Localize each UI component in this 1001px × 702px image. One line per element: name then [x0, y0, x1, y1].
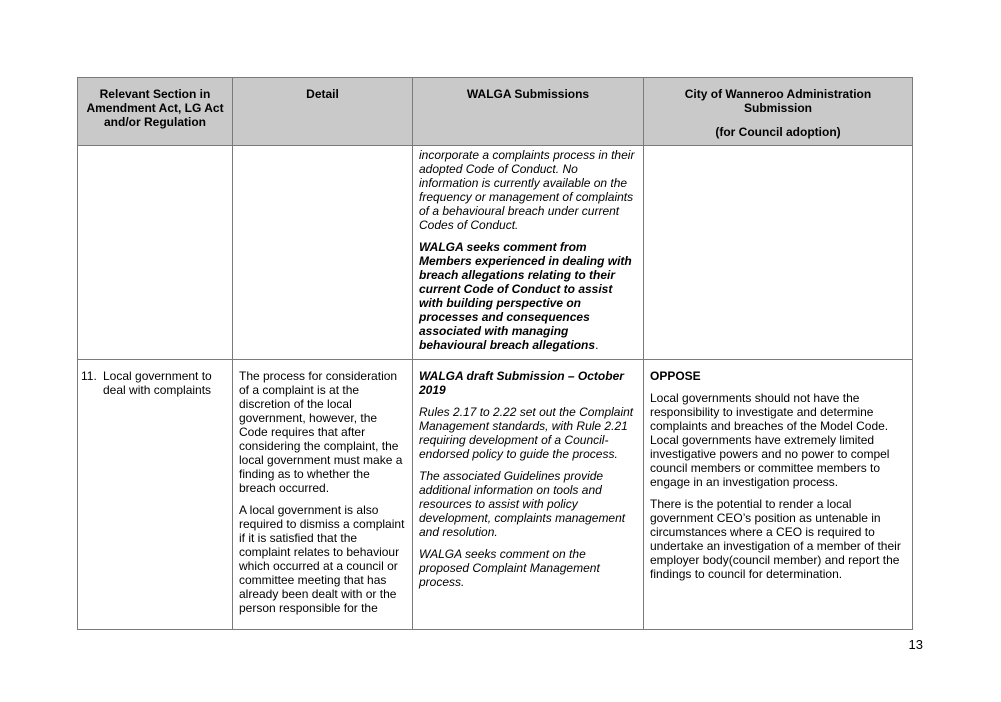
row2-detail-paragraph-1: The process for consideration of a complaint is at the discretion of the local government, however, the Code requires that after considering the complaint, the local government must make a finding as to whether the breach occurred. — [239, 369, 403, 495]
row2-walga-paragraph-1: Rules 2.17 to 2.22 set out the Complaint Management standards, with Rule 2.21 requiring development of a Council-endorsed policy to guide the process. — [419, 405, 634, 461]
row2-city-paragraph-2: There is the potential to render a local government CEO’s position as untenable in circumstances where a CEO is required to undertake an investigation of a member of their employer body(council member) and report the findings to council for determination. — [650, 497, 901, 581]
row1-walga-period: . — [595, 338, 599, 352]
row2-walga-paragraph-3: WALGA seeks comment on the proposed Complaint Management process. — [419, 547, 600, 589]
row2-section-item — [81, 369, 226, 397]
row2-walga-heading: WALGA draft Submission – October 2019 — [419, 369, 624, 397]
table-row — [78, 360, 913, 630]
row2-section-cell — [78, 360, 233, 630]
row2-city-heading: OPPOSE — [650, 369, 701, 383]
header-walga: WALGA Submissions — [413, 78, 644, 146]
row2-walga-cell — [413, 360, 644, 630]
row1-walga-paragraph-1: incorporate a complaints process in their adopted Code of Conduct. No information is currently available on the frequency or management of complaints of a behavioural breach under current Codes of Conduct. — [419, 148, 635, 232]
row1-walga-paragraph-2 — [419, 240, 637, 352]
row1-section-cell — [78, 146, 233, 360]
header-city-title: City of Wanneroo Administration Submission — [684, 87, 872, 115]
row2-section-title: Local government to deal with complaints — [103, 369, 212, 397]
row2-city-cell — [644, 360, 913, 630]
row2-city-paragraph-1: Local governments should not have the responsibility to investigate and determine complaints and breaches of the Model Code. Local governments have extremely limited investigative powers and no power to compel council members or committee members to engage in an investigation process. — [650, 391, 890, 489]
row2-section-number: 11. — [81, 369, 97, 383]
table-row — [78, 146, 913, 360]
header-section: Relevant Section in Amendment Act, LG Act and/or Regulation — [78, 78, 233, 146]
page-number: 13 — [908, 637, 923, 652]
row1-walga-cell — [413, 146, 644, 360]
table-header-row — [78, 78, 913, 146]
row2-detail-paragraph-2: A local government is also required to dismiss a complaint if it is satisfied that the complaint relates to behaviour which occurred at a council or committee meeting that has already been dealt with or the person responsible for the — [239, 503, 405, 615]
row2-detail-cell — [233, 360, 413, 630]
header-city — [644, 78, 913, 146]
row1-city-cell — [644, 146, 913, 360]
header-city-subtitle: (for Council adoption) — [715, 125, 841, 139]
submission-table — [77, 77, 913, 630]
header-detail: Detail — [233, 78, 413, 146]
row1-detail-cell — [233, 146, 413, 360]
row2-walga-paragraph-2: The associated Guidelines provide additional information on tools and resources to assist with policy development, complaints management and resolution. — [419, 469, 626, 539]
row1-walga-request: WALGA seeks comment from Members experienced in dealing with breach allegations relating to their current Code of Conduct to assist with building perspective on processes and consequences associated with managing behavioural breach allegations — [419, 240, 632, 352]
